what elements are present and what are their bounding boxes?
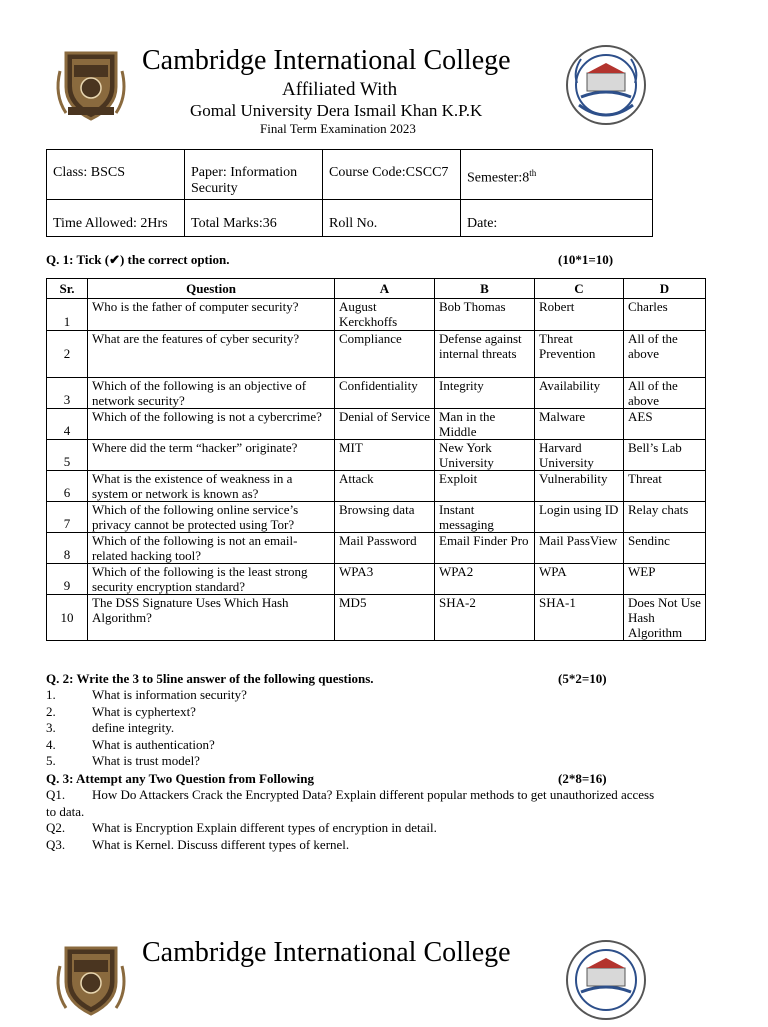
item-text: How Do Attackers Crack the Encrypted Data? Explain different popular methods to get unauthorized access <box>92 787 655 802</box>
row-option-d: Threat <box>624 471 706 502</box>
row-option-b: Bob Thomas <box>435 299 535 331</box>
item-text: define integrity. <box>92 720 175 735</box>
header-c: C <box>535 279 624 299</box>
row-option-b: Man in the Middle <box>435 409 535 440</box>
semester-text: Semester:8 <box>467 170 530 186</box>
q2-marks: (5*2=10) <box>558 671 607 686</box>
row-option-c: Mail PassView <box>535 533 624 564</box>
row-option-a: Confidentiality <box>335 378 435 409</box>
college-name-footer: Cambridge International College <box>142 937 511 968</box>
item-number: Q2. <box>46 820 66 835</box>
item-text: What is cyphertext? <box>92 703 196 719</box>
row-question: What is the existence of weakness in a system or network is known as? <box>88 471 335 502</box>
row-option-c: Login using ID <box>535 502 624 533</box>
row-option-c: Availability <box>535 378 624 409</box>
item-number: Q3. <box>46 836 66 852</box>
row-option-d: Bell’s Lab <box>624 440 706 471</box>
row-option-a: Compliance <box>335 331 435 378</box>
header-question: Question <box>88 279 335 299</box>
row-option-a: Attack <box>335 471 435 502</box>
header-b: B <box>435 279 535 299</box>
row-option-d: All of the above <box>624 331 706 378</box>
table-row <box>47 409 706 440</box>
row-question: Where did the term “hacker” originate? <box>88 440 335 471</box>
paper-cell: Paper: Information Security <box>185 150 323 200</box>
row-sr: 2 <box>47 331 88 378</box>
row-sr: 10 <box>47 595 88 641</box>
q2-title: Q. 2: Write the 3 to 5line answer of the following questions. <box>46 671 374 686</box>
row-option-d: Sendinc <box>624 533 706 564</box>
row-option-d: Relay chats <box>624 502 706 533</box>
college-crest-logo <box>48 43 134 127</box>
row-option-c: WPA <box>535 564 624 595</box>
row-question: Which of the following is the least strong security encryption standard? <box>88 564 335 595</box>
row-sr: 8 <box>47 533 88 564</box>
item-number: 4. <box>46 736 56 752</box>
table-row <box>47 378 706 409</box>
college-name: Cambridge International College <box>142 45 511 76</box>
list-item <box>46 687 726 704</box>
list-item <box>46 753 726 770</box>
row-sr: 4 <box>47 409 88 440</box>
row-option-c: Robert <box>535 299 624 331</box>
row-option-b: SHA-2 <box>435 595 535 641</box>
item-number: 5. <box>46 753 56 768</box>
table-row <box>47 533 706 564</box>
q3-marks: (2*8=16) <box>558 771 607 786</box>
row-option-b: Integrity <box>435 378 535 409</box>
q2-list <box>46 687 726 770</box>
row-option-c: Harvard University <box>535 440 624 471</box>
table-row <box>47 564 706 595</box>
exam-title: Final Term Examination 2023 <box>260 121 416 136</box>
row-option-d: Does Not Use Hash Algorithm <box>624 595 706 641</box>
table-row <box>47 502 706 533</box>
university-name: Gomal University Dera Ismail Khan K.P.K <box>190 101 483 120</box>
affiliated-with: Affiliated With <box>282 79 398 100</box>
row-question: Which of the following online service’s privacy cannot be protected using Tor? <box>88 502 335 533</box>
row-option-b: New York University <box>435 440 535 471</box>
row-option-d: Charles <box>624 299 706 331</box>
exam-info-table <box>46 149 653 237</box>
q1-marks: (10*1=10) <box>558 252 614 267</box>
row-option-b: Exploit <box>435 471 535 502</box>
row-question: Which of the following is an objective of network security? <box>88 378 335 409</box>
list-item <box>46 820 722 837</box>
row-question: Who is the father of computer security? <box>88 299 335 331</box>
q3-title: Q. 3: Attempt any Two Question from Following <box>46 771 314 786</box>
list-item <box>46 837 722 854</box>
table-row <box>47 331 706 378</box>
item-text: What is trust model? <box>92 753 200 768</box>
mcq-header-row <box>47 279 706 299</box>
class-cell: Class: BSCS <box>47 150 185 200</box>
table-row <box>47 471 706 502</box>
mcq-table <box>46 278 706 641</box>
university-seal-logo <box>563 43 649 127</box>
table-row <box>47 299 706 331</box>
row-question: Which of the following is not a cybercrime? <box>88 409 335 440</box>
row-option-d: All of the above <box>624 378 706 409</box>
college-crest-logo-footer <box>48 938 134 1022</box>
row-option-b: Instant messaging <box>435 502 535 533</box>
row-option-a: MIT <box>335 440 435 471</box>
row-option-a: Denial of Service <box>335 409 435 440</box>
course-code-cell: Course Code:CSCC7 <box>323 150 461 200</box>
item-number: 2. <box>46 703 56 719</box>
list-item <box>46 720 726 737</box>
list-item <box>46 787 722 804</box>
date-cell: Date: <box>461 199 653 236</box>
row-question: Which of the following is not an email-related hacking tool? <box>88 533 335 564</box>
row-option-d: AES <box>624 409 706 440</box>
row-option-b: Email Finder Pro <box>435 533 535 564</box>
row-option-b: WPA2 <box>435 564 535 595</box>
row-option-c: Malware <box>535 409 624 440</box>
university-seal-logo-footer <box>563 938 649 1022</box>
q1-title: Q. 1: Tick (✔) the correct option. <box>46 252 230 267</box>
row-option-d: WEP <box>624 564 706 595</box>
list-item <box>46 737 726 754</box>
roll-no-cell: Roll No. <box>323 199 461 236</box>
q3-list <box>46 787 722 853</box>
item-number: 1. <box>46 687 56 702</box>
row-sr: 7 <box>47 502 88 533</box>
list-item <box>46 704 726 721</box>
item-text: What is information security? <box>92 687 247 702</box>
row-option-a: WPA3 <box>335 564 435 595</box>
row-sr: 9 <box>47 564 88 595</box>
row-option-c: Vulnerability <box>535 471 624 502</box>
row-option-a: Mail Password <box>335 533 435 564</box>
item-text: What is Kernel. Discuss different types of kernel. <box>92 836 350 852</box>
semester-cell <box>461 150 653 200</box>
time-allowed-cell: Time Allowed: 2Hrs <box>47 199 185 236</box>
row-sr: 3 <box>47 378 88 409</box>
total-marks-cell: Total Marks:36 <box>185 199 323 236</box>
table-row <box>47 595 706 641</box>
header-a: A <box>335 279 435 299</box>
item-text: What is authentication? <box>92 736 215 752</box>
header-d: D <box>624 279 706 299</box>
row-option-a: MD5 <box>335 595 435 641</box>
row-question: What are the features of cyber security? <box>88 331 335 378</box>
table-row <box>47 440 706 471</box>
row-sr: 1 <box>47 299 88 331</box>
semester-sup: th <box>529 168 537 178</box>
item-number: Q1. <box>46 787 66 802</box>
row-sr: 5 <box>47 440 88 471</box>
item-number: 3. <box>46 720 56 735</box>
header-sr: Sr. <box>47 279 88 299</box>
row-question: The DSS Signature Uses Which Hash Algorithm? <box>88 595 335 641</box>
item-text: What is Encryption Explain different types of encryption in detail. <box>92 820 437 835</box>
row-option-a: Browsing data <box>335 502 435 533</box>
row-option-b: Defense against internal threats <box>435 331 535 378</box>
row-option-c: Threat Prevention <box>535 331 624 378</box>
list-item-continuation: to data. <box>46 803 85 819</box>
row-option-c: SHA-1 <box>535 595 624 641</box>
row-option-a: August Kerckhoffs <box>335 299 435 331</box>
row-sr: 6 <box>47 471 88 502</box>
